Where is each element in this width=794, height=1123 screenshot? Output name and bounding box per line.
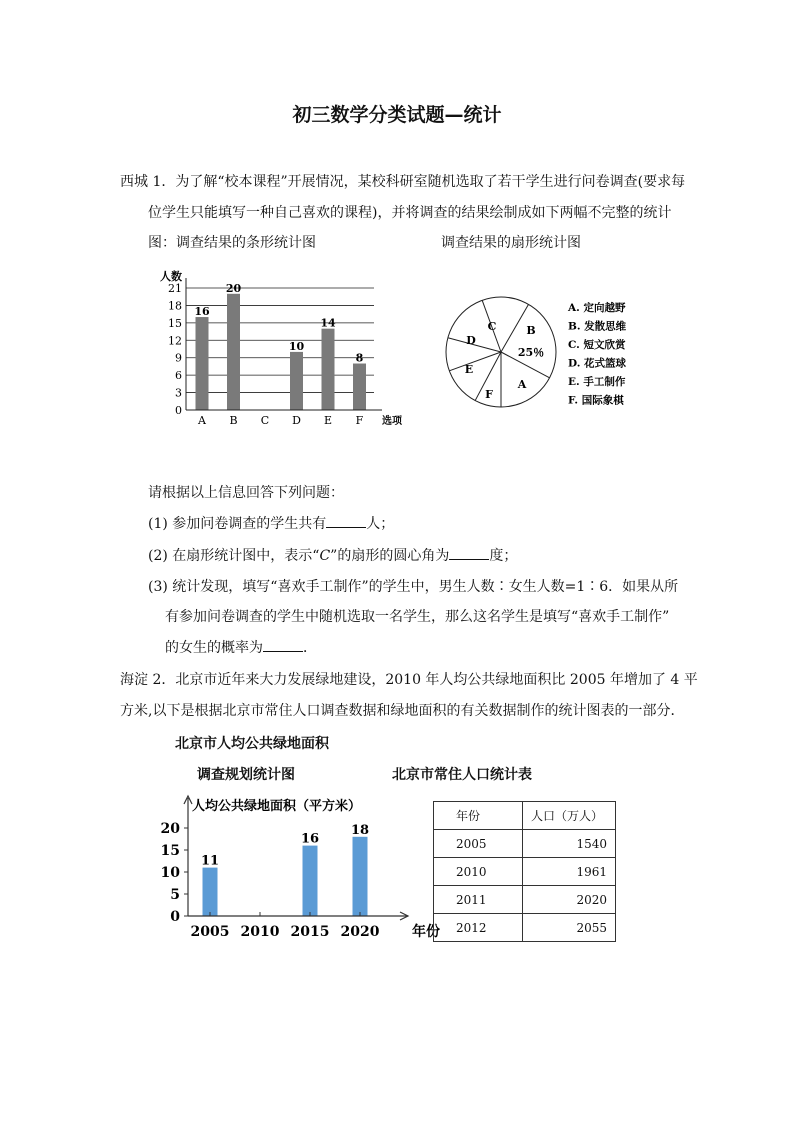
y-tick-label: 20: [160, 821, 180, 837]
table-row: [434, 886, 616, 914]
x-tick-label: A: [198, 414, 206, 427]
x-axis-label: 选项: [382, 416, 402, 427]
q2-line2: 方米,以下是根据北京市常住人口调查数据和绿地面积的有关数据制作的统计图表的一部分．: [120, 703, 685, 719]
x-tick-label: E: [323, 414, 333, 427]
data-label: 16: [300, 831, 320, 847]
x-tick-label: 2005: [190, 924, 230, 940]
table-cell-year: 2011: [434, 886, 523, 914]
population-table: [433, 801, 616, 942]
bar: [353, 364, 366, 410]
y-tick-label: 0: [170, 909, 180, 925]
x-tick-label: B: [229, 414, 238, 427]
y-axis-label: 人数: [160, 270, 182, 283]
sub2-text-b: ”的扇形的圆心角为: [330, 548, 450, 564]
q2-chart-caption: 调查规划统计图: [197, 767, 295, 783]
pie-slice-label: E: [464, 363, 474, 376]
sub1-text: (1) 参加问卷调查的学生共有: [148, 516, 327, 532]
sub2-c-letter: C: [319, 548, 331, 564]
y-tick-label: 15: [168, 316, 182, 330]
q1-sub2: [148, 545, 517, 565]
table-cell-population: 2020: [523, 886, 616, 914]
legend-entry: D. 花式篮球: [568, 357, 627, 370]
answer-blank-2[interactable]: [449, 545, 489, 560]
legend-entry: C. 短文欣赏: [568, 339, 626, 351]
y-tick-label: 12: [168, 334, 182, 348]
x-tick-label: 2015: [290, 924, 330, 940]
q2-heading: 北京市人均公共绿地面积: [175, 736, 329, 752]
q1-sub3-line1: (3) 统计发现，填写“喜欢手工制作”的学生中，男生人数∶女生人数=1∶6．如果从所: [148, 579, 679, 595]
pie-slice-label: B: [526, 324, 536, 337]
q2-table-caption: 北京市常住人口统计表: [392, 767, 532, 783]
table-header-row: [434, 802, 616, 830]
sub3-text: 的女生的概率为: [165, 640, 263, 656]
q1-prompt: 请根据以上信息回答下列问题：: [148, 485, 344, 501]
pie-slice-label: F: [485, 388, 493, 401]
page-title: 初三数学分类试题—统计: [292, 104, 502, 126]
y-tick-label: 15: [160, 843, 180, 859]
x-tick-label: 2020: [340, 924, 380, 940]
data-label: 18: [350, 822, 370, 838]
header-year: 年份: [434, 802, 523, 830]
pie-chart-survey: [440, 292, 640, 422]
q1-sub1: [148, 513, 394, 533]
data-label: 14: [320, 316, 336, 330]
bar: [196, 317, 209, 410]
table-cell-year: 2005: [434, 830, 523, 858]
legend-entry: A. 定向越野: [568, 302, 626, 314]
sub3-end: ．: [303, 640, 317, 656]
x-tick-label: C: [260, 414, 270, 427]
q1-caption-pie: 调查结果的扇形统计图: [441, 235, 581, 251]
bar: [290, 352, 303, 410]
y-tick-label: 21: [168, 282, 182, 295]
pie-annotation: 25％: [517, 346, 545, 359]
sub2-end: 度；: [489, 548, 518, 564]
data-label: 8: [355, 351, 364, 365]
data-label: 16: [194, 305, 210, 319]
y-tick-label: 6: [175, 369, 182, 383]
q1-sub3-line2: 有参加问卷调查的学生中随机选取一名学生，那么这名学生是填写“喜欢手工制作”: [165, 609, 670, 625]
q1-line2: 位学生只能填写一种自己喜欢的课程)，并将调查的结果绘制成如下两幅不完整的统计: [148, 205, 672, 221]
table-cell-year: 2012: [434, 914, 523, 942]
bar: [227, 294, 240, 410]
pie-slice-label: A: [517, 378, 527, 391]
data-label: 11: [200, 853, 220, 869]
table-cell-population: 2055: [523, 914, 616, 942]
y-tick-label: 18: [168, 299, 182, 313]
pie-slice-label: D: [466, 334, 476, 347]
bar: [303, 846, 318, 916]
y-tick-label: 3: [175, 386, 182, 400]
y-tick-label: 0: [175, 404, 182, 417]
q1-caption-bar: 图：调查结果的条形统计图: [148, 235, 316, 251]
bar-chart-green-area: [160, 792, 440, 944]
answer-blank-3[interactable]: [263, 637, 303, 652]
bar-chart-survey: [150, 262, 400, 432]
y-tick-label: 10: [160, 865, 180, 881]
legend-entry: F. 国际象棋: [568, 394, 624, 407]
y-axis-label: 人均公共绿地面积（平方米）: [192, 799, 362, 814]
y-tick-label: 9: [175, 351, 182, 365]
q1-sub3-line3: [165, 637, 317, 657]
bar: [322, 329, 335, 410]
y-tick-label: 5: [170, 887, 180, 903]
bar: [203, 868, 218, 916]
sub2-text: (2) 在扇形统计图中，表示“: [148, 548, 320, 564]
legend-entry: E. 手工制作: [568, 376, 626, 388]
header-population: 人口（万人）: [523, 802, 616, 830]
table-cell-population: 1540: [523, 830, 616, 858]
x-tick-label: F: [355, 414, 364, 427]
answer-blank-1[interactable]: [326, 513, 366, 528]
table-cell-population: 1961: [523, 858, 616, 886]
x-tick-label: D: [292, 414, 301, 427]
pie-slice-label: C: [487, 320, 497, 333]
x-tick-label: 2010: [240, 924, 280, 940]
sub1-end: 人；: [366, 516, 395, 532]
bar: [353, 837, 368, 916]
table-row: [434, 830, 616, 858]
x-axis-label: 年份: [412, 924, 440, 940]
q2-line1: 海淀 2．北京市近年来大力发展绿地建设，2010 年人均公共绿地面积比 2005 年增加了 4 平: [120, 672, 698, 688]
table-row: [434, 858, 616, 886]
data-label: 20: [225, 281, 242, 295]
table-row: [434, 914, 616, 942]
q1-line1: 西城 1．为了解“校本课程”开展情况，某校科研室随机选取了若干学生进行问卷调查(要求每: [120, 174, 686, 190]
legend-entry: B. 发散思维: [568, 320, 627, 333]
data-label: 10: [288, 339, 305, 353]
table-cell-year: 2010: [434, 858, 523, 886]
